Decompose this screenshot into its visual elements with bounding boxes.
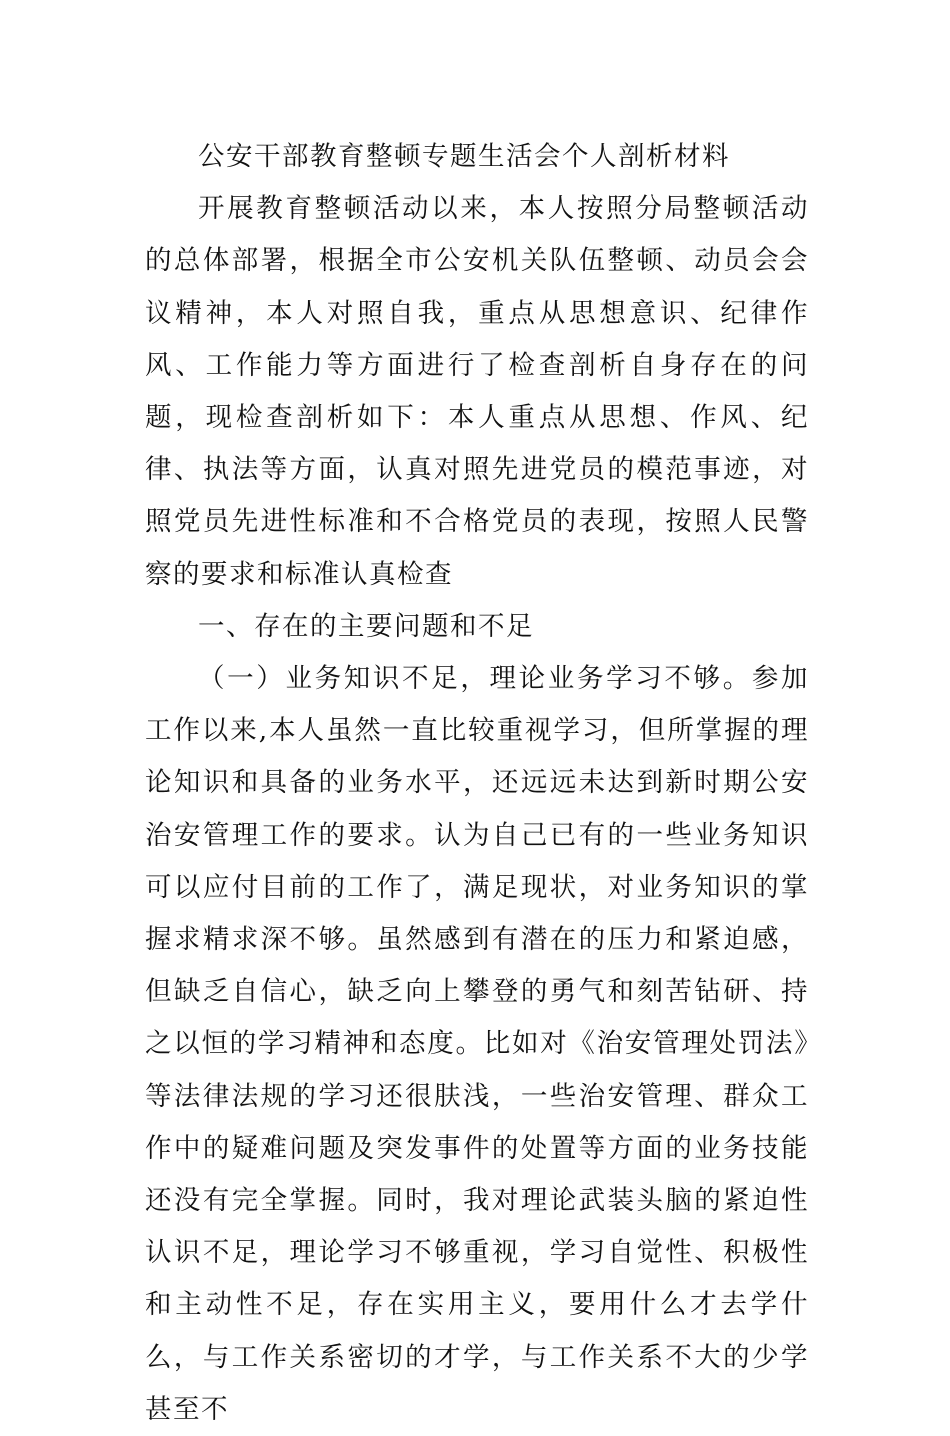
section-heading: 一、存在的主要问题和不足	[198, 610, 534, 642]
intro-paragraph: 开展教育整顿活动以来，本人按照分局整顿活动的总体部署，根据全市公安机关队伍整顿、动员会会议精神，本人对照自我，重点从思想意识、纪律作风、工作能力等方面进行了检查剖析自身存在的问题，现检查剖析如下：本人重点从思想、作风、纪律、执法等方面，认真对照先进党员的模范事迹，对照党员先进性标准和不合格党员的表现，按照人民警察的要求和标准认真检查	[145, 193, 809, 590]
document-title: 公安干部教育整顿专题生活会个人剖析材料	[198, 141, 730, 172]
section-paragraph: （一）业务知识不足，理论业务学习不够。参加工作以来,本人虽然一直比较重视学习，但所掌握的理论知识和具备的业务水平，还远远未达到新时期公安治安管理工作的要求。认为自己已有的一些业务知识可以应付目前的工作了，满足现状，对业务知识的掌握求精求深不够。虽然感到有潜在的压力和紧迫感，但缺乏自信心，缺乏向上攀登的勇气和刻苦钻研、持之以恒的学习精神和态度。比如对《治安管理处罚法》等法律法规的学习还很肤浅，一些治安管理、群众工作中的疑难问题及突发事件的处置等方面的业务技能还没有完全掌握。同时，我对理论武装头脑的紧迫性认识不足，理论学习不够重视，学习自觉性、积极性和主动性不足，存在实用主义，要用什么才去学什么，与工作关系密切的才学，与工作关系不大的少学甚至不	[145, 663, 809, 1425]
document-body	[145, 131, 809, 1436]
